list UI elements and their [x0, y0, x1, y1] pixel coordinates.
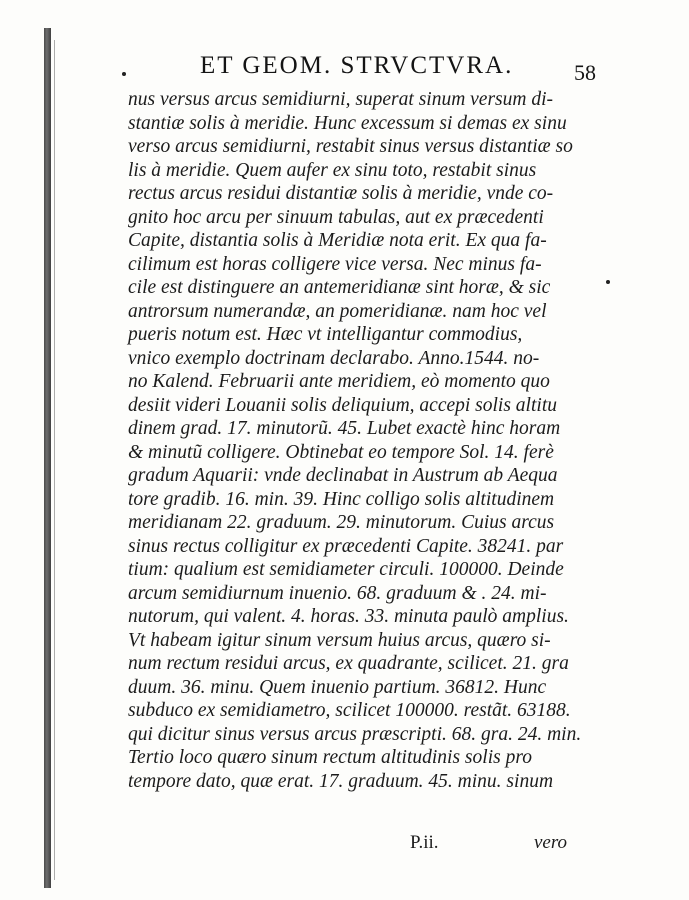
text-line: qui dicitur sinus versus arcus præscripti. 68. gra. 24. min. — [128, 723, 582, 745]
text-line: nutorum, qui valent. 4. horas. 33. minuta paulò amplius. — [128, 606, 569, 627]
binding-edge-shadow — [44, 28, 51, 888]
text-line: vnico exemplo doctrinam declarabo. Anno.1544. no- — [128, 347, 540, 369]
catchword: vero — [534, 832, 568, 853]
text-line: arcum semidiurnum inuenio. 68. graduum & . 24. mi- — [128, 582, 547, 604]
signature-mark: P.ii. — [410, 832, 439, 853]
text-line: pueris notum est. Hæc vt intelligantur commodius, — [128, 324, 523, 345]
text-line: lis à meridie. Quem aufer ex sinu toto, restabit sinus — [128, 159, 537, 181]
text-line: dinem grad. 17. minutorũ. 45. Lubet exactè hinc horam — [128, 418, 561, 439]
text-line: cilimum est horas colligere vice versa. Nec minus fa- — [128, 253, 542, 275]
binding-edge-line — [54, 40, 55, 880]
margin-dot-mark — [122, 72, 126, 76]
text-line: & minutũ colligere. Obtinebat eo tempore Sol. 14. ferè — [128, 441, 554, 463]
text-line: Tertio loco quæro sinum rectum altitudinis solis pro — [128, 747, 532, 768]
text-line: subduco ex semidiametro, scilicet 100000. restãt. 63188. — [128, 700, 571, 721]
text-line: stantiæ solis à meridie. Hunc excessum si demas ex sinu — [128, 112, 567, 134]
text-line: Capite, distantia solis à Meridiæ nota erit. Ex qua fa- — [128, 230, 547, 251]
page-number: 58 — [574, 60, 596, 85]
text-line: nus versus arcus semidiurni, superat sinum versum di- — [128, 89, 554, 110]
text-line: gnito hoc arcu per sinuum tabulas, aut ex præcedenti — [128, 206, 544, 228]
text-line: tium: qualium est semidiameter circuli. 100000. Deinde — [128, 559, 564, 580]
text-line: desiit videri Louanii solis deliquium, accepi solis altitu — [128, 394, 557, 416]
text-line: num rectum residui arcus, ex quadrante, scilicet. 21. gra — [128, 653, 569, 674]
text-line: Vt habeam igitur sinum versum huius arcus, quæro si- — [128, 629, 551, 651]
text-line: antrorsum numerandæ, an pomeridianæ. nam hoc vel — [128, 300, 547, 322]
text-line: rectus arcus residui distantiæ solis à meridie, vnde co- — [128, 183, 554, 204]
text-line: tore gradib. 16. min. 39. Hinc colligo solis altitudinem — [128, 488, 555, 510]
text-line: sinus rectus colligitur ex præcedenti Capite. 38241. par — [128, 535, 564, 557]
body-text — [128, 88, 582, 793]
text-line: verso arcus semidiurni, restabit sinus versus distantiæ so — [128, 136, 573, 157]
text-line: duum. 36. minu. Quem inuenio partium. 36812. Hunc — [128, 676, 547, 698]
text-line: cile est distinguere an antemeridianæ sint horæ, & sic — [128, 277, 551, 298]
text-line: meridianam 22. graduum. 29. minutorum. Cuius arcus — [128, 512, 555, 533]
text-line: no Kalend. Februarii ante meridiem, eò momento quo — [128, 371, 550, 392]
text-line: gradum Aquarii: vnde declinabat in Austrum ab Aequa — [128, 465, 558, 486]
running-head: ET GEOM. STRVCTVRA. — [200, 52, 514, 79]
text-line: tempore dato, quæ erat. 17. graduum. 45. minu. sinum — [128, 770, 554, 792]
margin-dot-mark-right — [606, 280, 610, 284]
